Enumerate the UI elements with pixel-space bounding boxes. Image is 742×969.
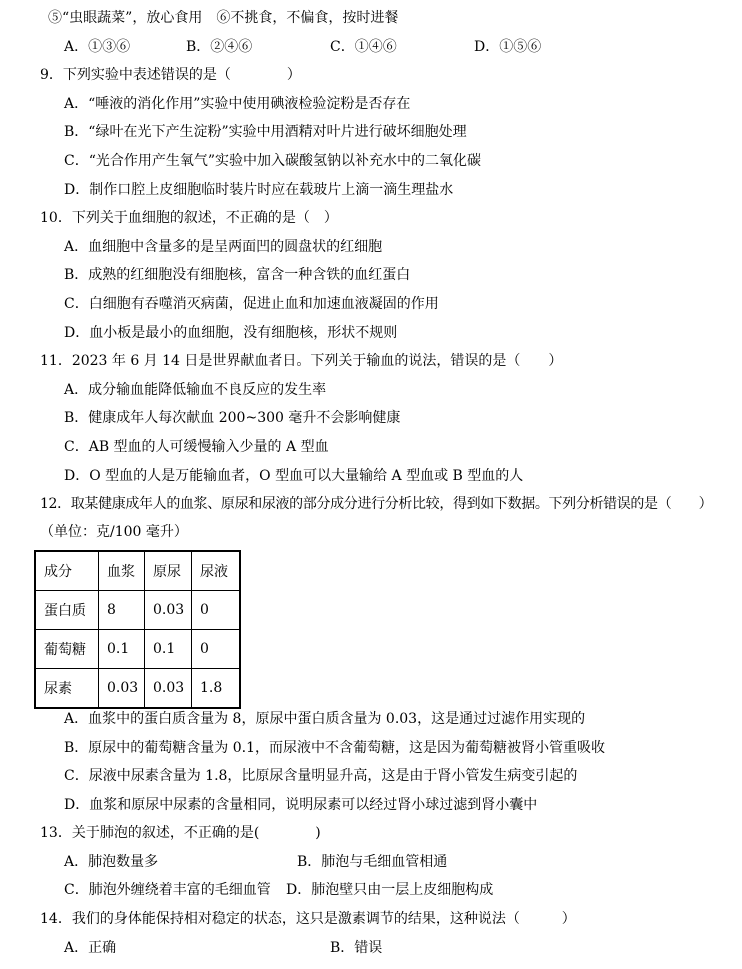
question-14-stem: 14．我们的身体能保持相对稳定的状态，这只是激素调节的结果，这种说法（ ）	[40, 911, 576, 927]
table-cell: 蛋白质	[35, 591, 99, 630]
q8-option-a: A．①③⑥	[64, 39, 131, 55]
q11-option-c: C．AB 型血的人可缓慢输入少量的 A 型血	[64, 439, 329, 455]
question-11-stem: 11．2023 年 6 月 14 日是世界献血者日。下列关于输血的说法，错误的是（ ）	[40, 353, 563, 369]
q8-option-d: D．①⑤⑥	[474, 39, 542, 55]
q13-option-a: A．肺泡数量多	[64, 854, 159, 870]
table-cell: 0.1	[99, 630, 145, 669]
question-9-stem: 9．下列实验中表述错误的是（ ）	[40, 67, 301, 83]
q12-option-c: C．尿液中尿素含量为 1.8，比原尿含量明显升高，这是由于肾小管发生病变引起的	[64, 768, 578, 784]
table-header-cell: 尿液	[192, 551, 241, 591]
table-cell: 0	[192, 630, 241, 669]
q8-option-b: B．②④⑥	[186, 39, 253, 55]
table-cell: 0	[192, 591, 241, 630]
question-13-stem: 13．关于肺泡的叙述，不正确的是( )	[40, 825, 321, 841]
q11-option-b: B．健康成年人每次献血 200~300 毫升不会影响健康	[64, 410, 401, 426]
q12-option-b: B．原尿中的葡萄糖含量为 0.1，而尿液中不含葡萄糖，这是因为葡萄糖被肾小管重吸收	[64, 740, 606, 756]
table-cell: 8	[99, 591, 145, 630]
q12-unit-note: （单位：克/100 毫升）	[40, 524, 188, 540]
q9-option-a: A．“唾液的消化作用”实验中使用碘液检验淀粉是否存在	[64, 96, 411, 112]
q8-option-c: C．①④⑥	[330, 39, 397, 55]
question-12-stem: 12．取某健康成年人的血浆、原尿和尿液的部分成分进行分析比较，得到如下数据。下列分析错误的是（ ）	[40, 496, 713, 512]
q12-data-table	[34, 550, 241, 709]
q10-option-c: C．白细胞有吞噬消灭病菌，促进止血和加速血液凝固的作用	[64, 296, 439, 312]
table-header-row	[35, 551, 240, 591]
q10-option-d: D．血小板是最小的血细胞，没有细胞核，形状不规则	[64, 325, 398, 341]
q14-option-a: A．正确	[64, 940, 117, 956]
table-header-cell: 成分	[35, 551, 99, 591]
question-8-item-line: ⑤“虫眼蔬菜”，放心食用 ⑥不挑食，不偏食，按时进餐	[48, 10, 399, 26]
q13-option-d: D．肺泡壁只由一层上皮细胞构成	[286, 882, 494, 898]
q10-option-a: A．血细胞中含量多的是呈两面凹的圆盘状的红细胞	[64, 239, 383, 255]
table-cell: 尿素	[35, 669, 99, 709]
table-row	[35, 630, 240, 669]
question-10-stem: 10．下列关于血细胞的叙述，不正确的是（ ）	[40, 210, 338, 226]
q11-option-d: D．O 型血的人是万能输血者，O 型血可以大量输给 A 型血或 B 型血的人	[64, 468, 524, 484]
q12-option-d: D．血浆和原尿中尿素的含量相同，说明尿素可以经过肾小球过滤到肾小囊中	[64, 797, 538, 813]
q14-option-b: B．错误	[330, 940, 383, 956]
table-cell: 0.03	[145, 591, 192, 630]
table-cell: 葡萄糖	[35, 630, 99, 669]
q9-option-b: B．“绿叶在光下产生淀粉”实验中用酒精对叶片进行破坏细胞处理	[64, 124, 467, 140]
q11-option-a: A．成分输血能降低输血不良反应的发生率	[64, 382, 327, 398]
table-row	[35, 669, 240, 709]
q10-option-b: B．成熟的红细胞没有细胞核，富含一种含铁的血红蛋白	[64, 267, 411, 283]
q9-option-d: D．制作口腔上皮细胞临时装片时应在载玻片上滴一滴生理盐水	[64, 182, 454, 198]
table-row	[35, 591, 240, 630]
q13-option-b: B．肺泡与毛细血管相通	[297, 854, 448, 870]
table-cell: 0.03	[145, 669, 192, 709]
table-header-cell: 原尿	[145, 551, 192, 591]
table-cell: 0.1	[145, 630, 192, 669]
q9-option-c: C．“光合作用产生氧气”实验中加入碳酸氢钠以补充水中的二氧化碳	[64, 153, 482, 169]
table-cell: 1.8	[192, 669, 241, 709]
table-header-cell: 血浆	[99, 551, 145, 591]
q13-option-c: C．肺泡外缠绕着丰富的毛细血管	[64, 882, 271, 898]
table-cell: 0.03	[99, 669, 145, 709]
q12-option-a: A．血浆中的蛋白质含量为 8，原尿中蛋白质含量为 0.03，这是通过过滤作用实现的	[64, 711, 586, 727]
